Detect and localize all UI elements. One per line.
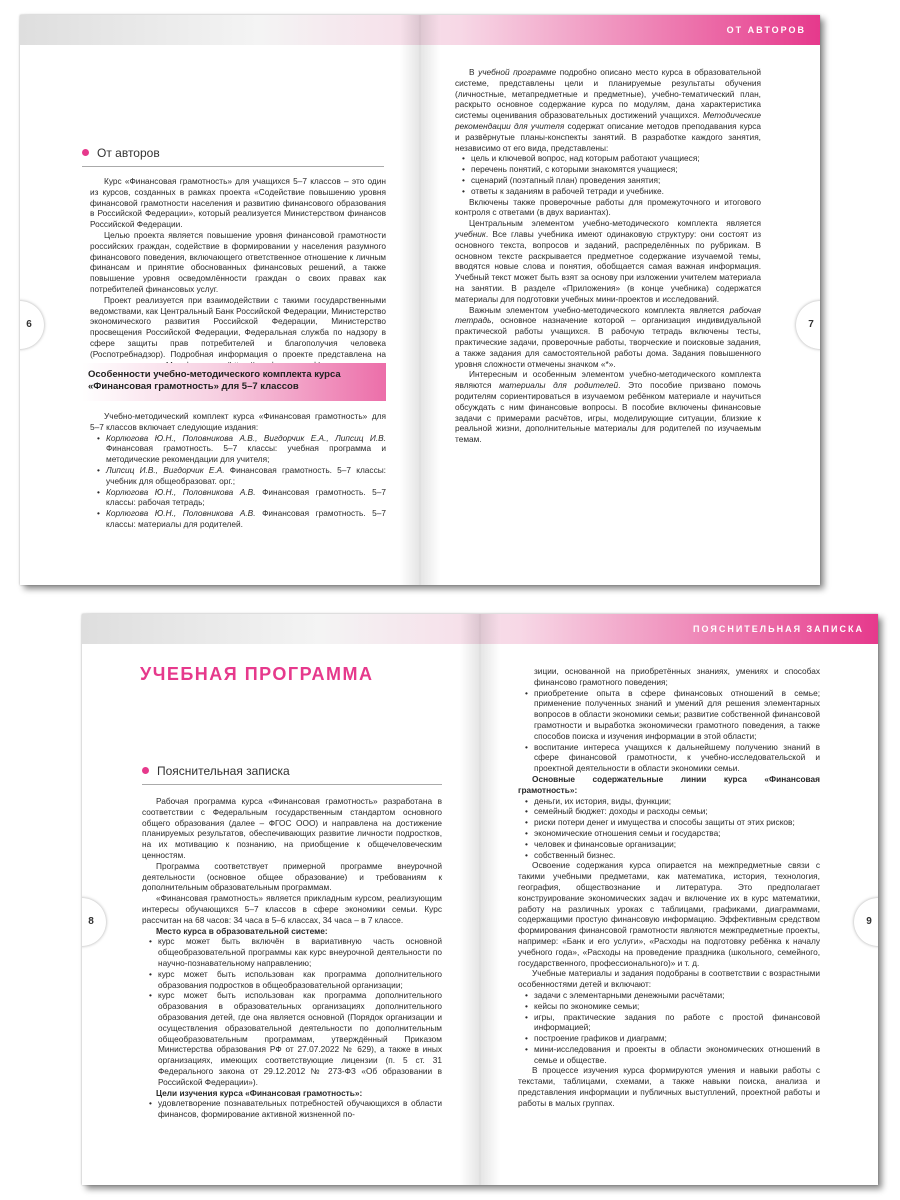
block-heading: Место курса в образовательной системе: (156, 925, 328, 936)
list-item: • удовлетворение познавательных потребностей обучающихся в области финансов, формирование активной жизненной по- (158, 1098, 442, 1120)
list-item: • цель и ключевой вопрос, над которым работают учащиеся; (471, 153, 761, 164)
running-header: ПОЯСНИТЕЛЬНАЯ ЗАПИСКА (693, 624, 864, 634)
right-column-text (455, 67, 761, 445)
list-item: • курс может быть включён в вариативную часть основной общеобразовательной программы как курс внеурочной деятельности по научно-познавательному направлению; (158, 936, 442, 968)
edition-text: Финансовая грамотность. 5–7 классы: учебная программа и методические рекомендации для учителя; (106, 443, 386, 465)
spread-pages-8-9 (82, 614, 878, 1185)
subsection-heading-box (82, 363, 386, 401)
list-continuation: зиции, основанной на приобретённых знаниях, умениях и способах финансово грамотного поведения; (534, 666, 820, 687)
paragraph: Программа соответствует примерной программе внеурочной деятельности (основное общее образование) и требованиям к дополнительным образовательным программам. (142, 860, 442, 893)
text-run: Центральным элементом учебно-методического комплекта является (469, 218, 761, 229)
list-item: • кейсы по экономике семьи; (534, 1001, 820, 1012)
list-item: • игры, практические задания по работе с простой финансовой информацией; (534, 1012, 820, 1034)
edition-authors: Липсиц И.В., Вигдорчик Е.А. (106, 464, 225, 475)
list-item: • риски потери денег и имущества и способы защиты от этих рисков; (534, 817, 820, 828)
list-item: • ответы к заданиям в рабочей тетради и учебнике. (471, 186, 761, 197)
lesson-items-list (455, 153, 761, 196)
list-item: • построение графиков и диаграмм; (534, 1033, 820, 1044)
paragraph (455, 369, 761, 445)
emphasis: рабочая тетрадь (455, 304, 761, 326)
list-item: • воспитание интереса учащихся к дальнейшему получению знаний в сфере финансовой грамотности, к учебно-исследовательской и проектной деятельности в области экономики семьи. (534, 742, 820, 774)
content-lines-list (518, 796, 820, 861)
list-item: • перечень понятий, с которыми знакомятся учащиеся; (471, 164, 761, 175)
bullet-dot-icon (142, 767, 149, 774)
paragraph: Учебно-методический комплект курса «Финансовая грамотность» для 5–7 классов включает следующие издания: (90, 411, 386, 432)
subsection-heading-text: Особенности учебно-методического комплекта курса «Финансовая грамотность» для 5–7 классов (88, 369, 341, 392)
list-item (106, 487, 386, 509)
paragraph: Учебные материалы и задания подобраны в соответствии с возрастными особенностями детей и включают: (518, 968, 820, 990)
section-heading (142, 764, 442, 785)
list-item (106, 433, 386, 465)
text-run: . Это пособие призвано помочь родителям сориентироваться в изучаемом ребёнком материале и научиться обсуждать с ним финансовые вопросы. В пособие включены финансовые задачи с примерами расчётов, игры, моделирующие ситуации, близкие к реальной жизни, дополнительные материалы для родителей по изучаемым темам. (455, 380, 761, 445)
list-item: • собственный бизнес. (534, 850, 820, 861)
paragraph: Рабочая программа курса «Финансовая грамотность» разработана в соответствии с Федеральным государственным стандартом основного общего образования (далее – ФГОС ООО) и направлена на достижение планируемых результатов, обеспечивающих развитие личности подростков, на их мотивацию к познанию, на приобщение к общечеловеческим ценностям. (142, 796, 442, 860)
emphasis: материалы для родителей (499, 380, 619, 391)
left-column-text (90, 176, 386, 370)
editions-list (90, 433, 386, 530)
right-column-text (518, 666, 820, 1109)
page-number-left: 6 (20, 301, 44, 349)
goals-list (142, 1098, 442, 1120)
list-item: • деньги, их история, виды, функции; (534, 796, 820, 807)
spread-pages-6-7 (20, 15, 820, 585)
text-run: содержат описание методов преподавания курса и развёрнутые планы-конспекты занятий. В разработке каждого занятия, независимо от его вида, представлены: (455, 120, 762, 153)
text-run: подробно описано место курса в образовательной системе, представлены цели и планируемые результаты обучения (личностные, метапредметные и предметные), учебно-тематический план, раскрыто основное содержание курса по модулям, дана характеристика системы оценивания образовательных достижений учащихся. (455, 67, 761, 121)
list-item: • приобретение опыта в сфере финансовых отношений в семье; применение полученных знаний и умений для решения элементарных вопросов в области экономики семьи; развитие собственной финансовой грамотности и выработка экономически грамотного поведения, а также способов поиска и изучения информации в этой области; (534, 688, 820, 742)
section-heading (82, 146, 384, 167)
paragraph: «Финансовая грамотность» является прикладным курсом, реализующим интересы обучающихся 5–7 классов в сфере экономики семьи. Курс рассчитан на 68 часов: 34 часа в 5–6 классах, 34 часа – в 7 классе. (142, 893, 442, 925)
text-run: В (469, 67, 479, 77)
paragraph: Целью проекта является повышение уровня финансовой грамотности российских граждан, содействие в формировании у населения разумного финансового поведения, включающего ответственное отношение к личным финансам и принятие обоснованных финансовых решений, а также повышение уровня осведомлённости граждан о своих правах как потребителей финансовых услуг. (90, 229, 386, 294)
list-item: • курс может быть использован как программа дополнительного образования в образовательных организациях дополнительного образования детей, где она является основной (Порядок организации и осуществления образовательной деятельности по дополнительным общеобразовательным программам, утверждённый Приказом Министерства образования РФ от 27.07.2022 № 629), а также в иных организациях, имеющих соответствующие лицензии (п. 5 ст. 31 Федерального закона от 29.12.2012 № 273-ФЗ «Об образовании в Российской Федерации»). (158, 990, 442, 1087)
text-run: , основное назначение которой – организация индивидуальной практической работы учащихся. В рабочую тетрадь включены тесты, практические задачи, проверочные работы, творческие и поисковые задания, а также задания для самостоятельной работы дома. Задания повышенного уровня сложности отмечены значком «*». (455, 315, 761, 369)
edition-text: Финансовая грамотность. 5–7 классы: материалы для родителей. (106, 508, 386, 529)
text-run: Важным элементом учебно-методического комплекта является (469, 304, 730, 315)
page-title: УЧЕБНАЯ ПРОГРАММА (140, 664, 374, 684)
emphasis: Методические рекомендации для учителя (455, 110, 761, 131)
materials-list (518, 990, 820, 1066)
list-item: • человек и финансовые организации; (534, 839, 820, 850)
bullet-dot-icon (82, 149, 89, 156)
place-list (142, 936, 442, 1087)
edition-authors: Корлюгова Ю.Н., Половникова А.В. (106, 508, 256, 519)
list-item: • семейный бюджет: доходы и расходы семьи; (534, 806, 820, 817)
paragraph (455, 218, 761, 304)
paragraph: Включены также проверочные работы для промежуточного и итогового контроля с ответами (в двух вариантах). (455, 196, 761, 218)
list-item: • сценарий (поэтапный план) проведения занятия; (471, 175, 761, 186)
running-header: ОТ АВТОРОВ (726, 25, 806, 35)
editions-block (90, 411, 386, 530)
section-heading-text: Пояснительная записка (157, 764, 290, 778)
paragraph: Курс «Финансовая грамотность» для учащихся 5–7 классов – это один из курсов, созданных в рамках проекта «Содействие повышению уровня финансовой грамотности населения и развитию финансового образования в Российской Федерации», который реализуется Министерством финансов Российской Федерации. (90, 176, 386, 230)
book-gutter (460, 614, 500, 1185)
text-run: . Все главы учебника имеют одинаковую структуру: они состоят из основного текста, вопросов и заданий, распределённых по рубрикам. В основном тексте раскрывается предметное содержание изучаемой темы, вводятся новые слова и понятия, обобщается самая важная информация. Учебный текст может быть взят за основу при изложении учителем материала на занятии. В разделе «Приложения» (в конце учебника) содержатся материалы для подготовки учебных мини-проектов и исследований. (455, 228, 761, 304)
left-column-text (142, 796, 442, 1120)
edition-text: Финансовая грамотность. 5–7 классы: учебник для общеобразоват. орг.; (106, 464, 386, 486)
edition-text: Финансовая грамотность. 5–7 классы: рабочая тетрадь; (106, 486, 386, 508)
list-item (106, 508, 386, 530)
paragraph: Освоение содержания курса опирается на межпредметные связи с такими учебными предметами, как математика, история, технология, география, обществознание и литература. Это предполагает конструирование экономических задач и включение их в курс математики, работу на различных уроках с таблицами, графиками, диаграммами, содержащими простую финансовую информацию. Эффективным средством формирования финансовой грамотности являются межпредметные проекты, например: «Банк и его услуги», «Расходы на подготовку ребёнка к началу учебного года», «Расходы на проведение праздника (школьного, семейного, государственного, профессионального)» и т. д. (518, 860, 820, 968)
list-item: • экономические отношения семьи и государства; (534, 828, 820, 839)
goals-list-cont (518, 688, 820, 774)
list-item: • курс может быть использован как программа дополнительного образования подростков в общеобразовательной организации; (158, 969, 442, 991)
paragraph: В процессе изучения курса формируются умения и навыки работы с текстами, таблицами, схемами, а также навыки поиска, анализа и представления информации и публичных выступлений, проектной работы и работы в малых группах. (518, 1065, 820, 1108)
block-heading: Основные содержательные линии курса «Финансовая грамотность»: (518, 773, 820, 795)
block-heading: Цели изучения курса «Финансовая грамотность»: (156, 1087, 363, 1098)
list-item: • мини-исследования и проекты в области экономических отношений в семье и обществе. (534, 1044, 820, 1066)
list-item (106, 465, 386, 487)
paragraph (455, 305, 761, 370)
emphasis: учебник (455, 228, 486, 239)
paragraph (455, 67, 761, 153)
edition-authors: Корлюгова Ю.Н., Половникова А.В. (106, 486, 256, 497)
book-gutter (400, 15, 440, 585)
page-number-right: 7 (796, 301, 820, 349)
emphasis: учебной программе (478, 67, 557, 77)
page-number-left: 8 (82, 898, 106, 946)
text-run: Интересным и особенным элементом учебно-методического комплекта являются (455, 369, 761, 391)
paragraph: Проект реализуется при взаимодействии с такими государственными ведомствами, как Центральный Банк Российской Федерации, Министерство экономического развития Российской Федерации, Министерство просвещения Российской Федерации, Федеральная служба по надзору в сфере защиты прав потребителей и благополучия человека (Роспотребнадзор). Подробная информация о проекте представлена на (90, 294, 386, 359)
edition-authors: Корлюгова Ю.Н., Половникова А.В., Вигдорчик Е.А., Липсиц И.В. (106, 432, 386, 443)
section-heading-text: От авторов (97, 146, 160, 160)
page-number-right: 9 (854, 898, 878, 946)
list-item: • задачи с элементарными денежными расчётами; (534, 990, 820, 1001)
